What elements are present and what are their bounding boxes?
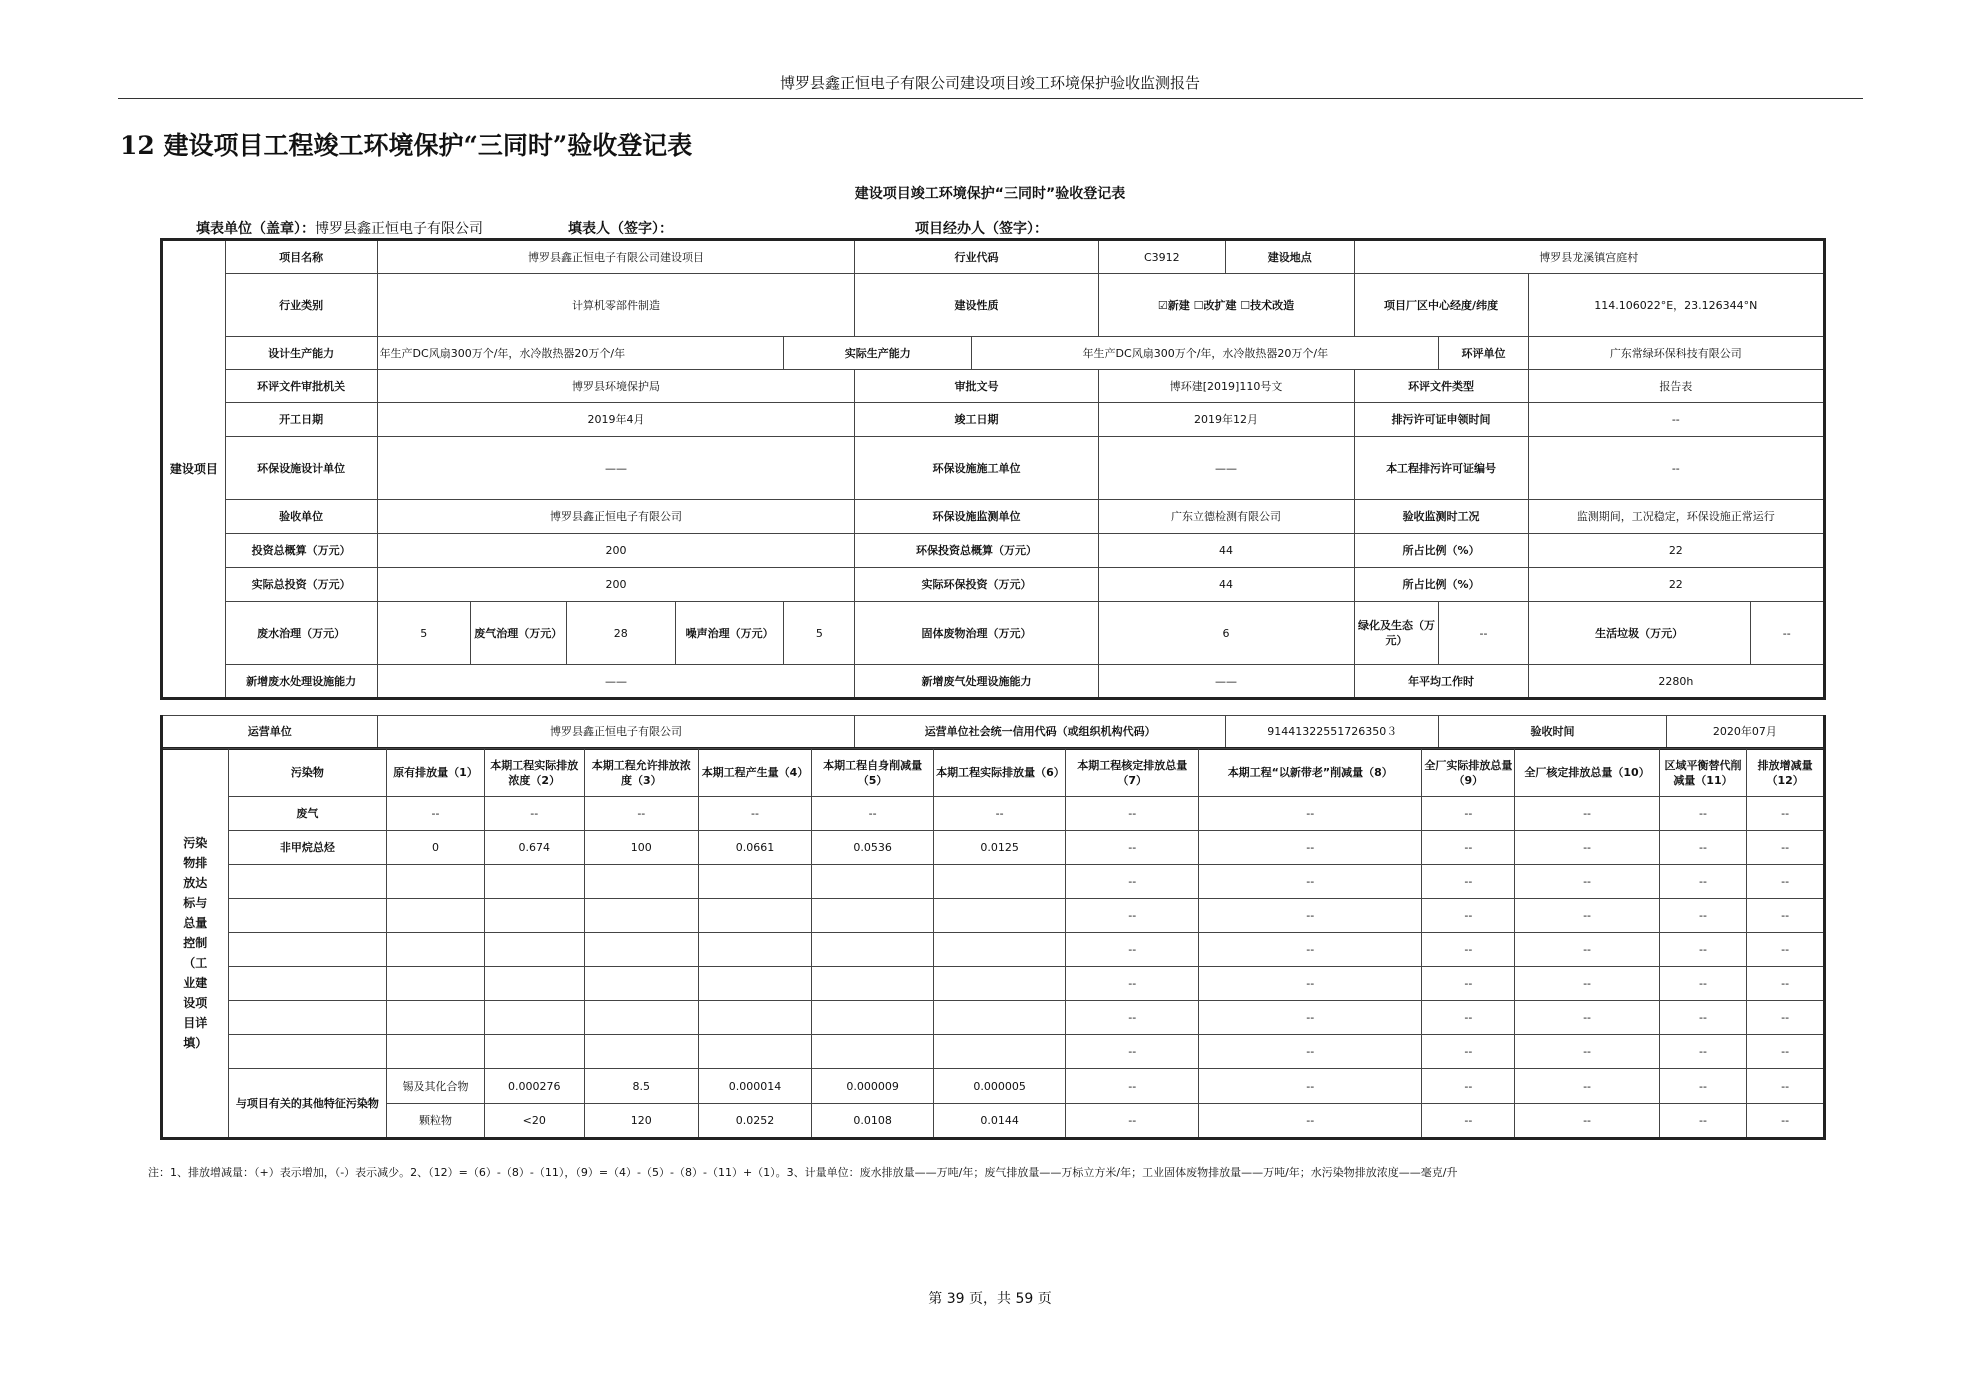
garbage-label: 生活垃圾（万元） [1528, 602, 1750, 665]
approval-no-label: 审批文号 [855, 370, 1098, 403]
pollutant-cell: -- [1199, 1001, 1422, 1035]
start-date-label: 开工日期 [225, 403, 377, 437]
approval-no-value: 博环建[2019]110号文 [1098, 370, 1354, 403]
ratio-value: 22 [1528, 534, 1824, 568]
other-pollutant-cell: -- [1747, 1069, 1825, 1104]
pollutant-row [162, 797, 1825, 831]
pollutant-header-row [162, 749, 1825, 797]
pollutant-cell: 0.0661 [698, 831, 811, 865]
row-actual-investment [162, 568, 1825, 602]
pollutant-name [228, 933, 387, 967]
other-pollutant-label: 与项目有关的其他特征污染物 [228, 1069, 387, 1139]
table-title: 建设项目竣工环境保护“三同时”验收登记表 [854, 186, 1126, 202]
pollutant-cell: -- [484, 797, 584, 831]
pollutant-cell: -- [1066, 797, 1199, 831]
location-label: 建设地点 [1226, 240, 1354, 274]
center-value: 114.106022°E，23.126344°N [1528, 274, 1824, 337]
pollutant-name [228, 1001, 387, 1035]
ratio2-label: 所占比例（%） [1354, 568, 1528, 602]
page-number: 第 39 页，共 59 页 [928, 1291, 1052, 1307]
ratio-label: 所占比例（%） [1354, 534, 1528, 568]
other-pollutant-cell: 0.0108 [812, 1104, 934, 1139]
acceptance-unit-label: 验收单位 [225, 500, 377, 534]
fill-unit-label: 填表单位（盖章）： [196, 221, 315, 237]
other-pollutant-cell: -- [1515, 1069, 1659, 1104]
pollutant-cell [484, 1035, 584, 1069]
operator-label: 运营单位 [162, 716, 378, 749]
pollutant-row [162, 1035, 1825, 1069]
eia-type-value: 报告表 [1528, 370, 1824, 403]
total-budget-value: 200 [377, 534, 855, 568]
pollutant-name: 非甲烷总烃 [228, 831, 387, 865]
row-project-name [162, 240, 1825, 274]
pollutant-cell [584, 865, 698, 899]
pollutant-cell [812, 899, 934, 933]
pollutant-header-11: 区域平衡替代削减量（11） [1659, 749, 1747, 797]
pollutant-cell: -- [1066, 933, 1199, 967]
other-pollutant-cell: -- [1422, 1069, 1515, 1104]
industry-code-value: C3912 [1098, 240, 1225, 274]
pollutant-row [162, 831, 1825, 865]
noise-treatment-value: 5 [784, 602, 855, 665]
finish-date-value: 2019年12月 [1098, 403, 1354, 437]
pollutant-cell: -- [1747, 1035, 1825, 1069]
pollutant-cell: -- [1515, 831, 1659, 865]
new-water-label: 新增废水处理设施能力 [225, 665, 377, 699]
pollutant-header-4: 本期工程产生量（4） [698, 749, 811, 797]
other-pollutant-cell: -- [1659, 1069, 1747, 1104]
pollutant-cell: -- [934, 797, 1066, 831]
row-acceptance [162, 500, 1825, 534]
pollutant-cell [934, 967, 1066, 1001]
other-pollutant-name: 颗粒物 [387, 1104, 485, 1139]
pollutant-cell [484, 899, 584, 933]
pollutant-cell: -- [1747, 967, 1825, 1001]
pollutant-cell [934, 1001, 1066, 1035]
pollutant-cell: -- [1422, 865, 1515, 899]
other-pollutant-cell: -- [1199, 1104, 1422, 1139]
design-unit-value: —— [377, 437, 855, 500]
other-pollutant-cell: 0.000014 [698, 1069, 811, 1104]
pollutant-cell [484, 967, 584, 1001]
pollutant-cell [387, 1001, 485, 1035]
pollutant-header-3: 本期工程允许排放浓度（3） [584, 749, 698, 797]
actual-total-label: 实际总投资（万元） [225, 568, 377, 602]
pollutant-cell [698, 1001, 811, 1035]
pollutant-header-7: 本期工程核定排放总量（7） [1066, 749, 1199, 797]
pollutant-cell [387, 933, 485, 967]
pollutant-cell [484, 933, 584, 967]
pollutant-cell: 0 [387, 831, 485, 865]
pollutant-cell [698, 899, 811, 933]
pollutant-cell: -- [1659, 967, 1747, 1001]
section-title: 12 建设项目工程竣工环境保护“三同时”验收登记表 [120, 131, 693, 160]
pollutant-cell: -- [1066, 899, 1199, 933]
hours-value: 2280h [1528, 665, 1824, 699]
pollutant-row [162, 933, 1825, 967]
monitor-condition-value: 监测期间，工况稳定，环保设施正常运行 [1528, 500, 1824, 534]
pollutant-row [162, 865, 1825, 899]
pollutant-cell: -- [1515, 865, 1659, 899]
page-header: 博罗县鑫正恒电子有限公司建设项目竣工环境保护验收监测报告 [779, 74, 1200, 92]
pollutant-cell: -- [1066, 1001, 1199, 1035]
pollutant-cell [387, 865, 485, 899]
operator-value: 博罗县鑫正恒电子有限公司 [377, 716, 855, 749]
start-date-value: 2019年4月 [377, 403, 855, 437]
pollutant-table [160, 748, 1826, 1140]
design-unit-label: 环保设施设计单位 [225, 437, 377, 500]
new-water-value: —— [377, 665, 855, 699]
pollutant-header-8: 本期工程“以新带老”削减量（8） [1199, 749, 1422, 797]
row-industry-type [162, 274, 1825, 337]
pollutant-cell: -- [1747, 899, 1825, 933]
pollutant-cell: 0.0536 [812, 831, 934, 865]
pollutant-cell: -- [1422, 933, 1515, 967]
other-pollutant-cell: 0.000276 [484, 1069, 584, 1104]
operator-pollutant-table [160, 715, 1826, 750]
pollutant-header-0: 污染物 [228, 749, 387, 797]
total-budget-label: 投资总概算（万元） [225, 534, 377, 568]
pollutant-cell: -- [1066, 967, 1199, 1001]
monitor-unit-label: 环保设施监测单位 [855, 500, 1098, 534]
pollutant-cell: -- [1515, 797, 1659, 831]
pollutant-cell: -- [1515, 933, 1659, 967]
pollutant-name [228, 1035, 387, 1069]
pollutant-cell: -- [1199, 797, 1422, 831]
credit-code-label: 运营单位社会统一信用代码（或组织机构代码） [855, 716, 1226, 749]
pollutant-cell [387, 967, 485, 1001]
eia-unit-label: 环评单位 [1439, 337, 1528, 370]
pollutant-cell: -- [1199, 865, 1422, 899]
solid-waste-label: 固体废物治理（万元） [855, 602, 1098, 665]
pollutant-cell: -- [1199, 831, 1422, 865]
pollutant-cell [387, 899, 485, 933]
nature-label: 建设性质 [855, 274, 1098, 337]
pollutant-cell: -- [1747, 865, 1825, 899]
row-dates [162, 403, 1825, 437]
other-pollutant-cell: -- [1747, 1104, 1825, 1139]
project-name-value: 博罗县鑫正恒电子有限公司建设项目 [377, 240, 855, 274]
pollutant-row [162, 899, 1825, 933]
center-label: 项目厂区中心经度/纬度 [1354, 274, 1528, 337]
manager-signature [915, 218, 1048, 238]
project-name-label: 项目名称 [225, 240, 377, 274]
pollutant-name [228, 899, 387, 933]
pollutant-cell: -- [1422, 1001, 1515, 1035]
other-pollutant-cell: 120 [584, 1104, 698, 1139]
pollutant-header-1: 原有排放量（1） [387, 749, 485, 797]
water-treatment-label: 废水治理（万元） [225, 602, 377, 665]
new-gas-label: 新增废气处理设施能力 [855, 665, 1098, 699]
pollutant-header-12: 排放增减量（12） [1747, 749, 1825, 797]
manager-label: 项目经办人（签字）： [915, 221, 1048, 237]
pollutant-cell: -- [1066, 1035, 1199, 1069]
pollutant-cell: -- [1659, 865, 1747, 899]
filler-label: 填表人（签字）： [568, 221, 673, 237]
monitor-condition-label: 验收监测时工况 [1354, 500, 1528, 534]
row-capacity [162, 337, 1825, 370]
pollutant-cell [934, 899, 1066, 933]
pollutant-cell: -- [1515, 967, 1659, 1001]
other-pollutant-cell: -- [1066, 1069, 1199, 1104]
other-pollutant-row [162, 1104, 1825, 1139]
design-capacity-value: 年生产DC风扇300万个/年，水冷散热器20万个/年 [377, 337, 784, 370]
noise-treatment-label: 噪声治理（万元） [675, 602, 783, 665]
gas-treatment-value: 28 [566, 602, 675, 665]
other-pollutant-cell: 0.000009 [812, 1069, 934, 1104]
pollutant-cell: -- [1747, 1001, 1825, 1035]
row-operator [162, 716, 1825, 749]
eia-type-label: 环评文件类型 [1354, 370, 1528, 403]
pollutant-cell [698, 865, 811, 899]
pollutant-side-label: 污染物排放达标与总量控制（工业建设项目详填） [162, 749, 229, 1139]
pollutant-cell [698, 933, 811, 967]
pollutant-cell [934, 933, 1066, 967]
row-design-unit [162, 437, 1825, 500]
pollutant-cell [387, 1035, 485, 1069]
other-pollutant-cell: 0.0144 [934, 1104, 1066, 1139]
actual-total-value: 200 [377, 568, 855, 602]
other-pollutant-cell: -- [1659, 1104, 1747, 1139]
water-treatment-value: 5 [377, 602, 470, 665]
pollutant-cell [698, 1035, 811, 1069]
actual-env-value: 44 [1098, 568, 1354, 602]
row-new-capacity [162, 665, 1825, 699]
pollutant-cell: -- [1422, 831, 1515, 865]
construction-side-label: 建设项目 [162, 240, 226, 699]
pollutant-cell: -- [387, 797, 485, 831]
fill-unit [196, 218, 483, 238]
actual-capacity-label: 实际生产能力 [784, 337, 972, 370]
acceptance-unit-value: 博罗县鑫正恒电子有限公司 [377, 500, 855, 534]
pollutant-cell [584, 1001, 698, 1035]
greening-value: -- [1439, 602, 1528, 665]
eia-unit-value: 广东常绿环保科技有限公司 [1528, 337, 1824, 370]
pollutant-cell [934, 865, 1066, 899]
pollutant-cell: -- [698, 797, 811, 831]
other-pollutant-cell: <20 [484, 1104, 584, 1139]
pollutant-header-6: 本期工程实际排放量（6） [934, 749, 1066, 797]
other-pollutant-cell: 8.5 [584, 1069, 698, 1104]
new-gas-value: —— [1098, 665, 1354, 699]
pollutant-cell: -- [1659, 797, 1747, 831]
pollutant-cell [584, 899, 698, 933]
pollutant-header-9: 全厂实际排放总量（9） [1422, 749, 1515, 797]
garbage-value: -- [1750, 602, 1824, 665]
build-unit-value: —— [1098, 437, 1354, 500]
pollutant-header-2: 本期工程实际排放浓度（2） [484, 749, 584, 797]
pollutant-cell: -- [1659, 1035, 1747, 1069]
pollutant-cell: -- [1659, 933, 1747, 967]
permit-time-label: 排污许可证申领时间 [1354, 403, 1528, 437]
pollutant-cell: -- [1659, 1001, 1747, 1035]
pollutant-name [228, 865, 387, 899]
pollutant-cell: -- [1422, 1035, 1515, 1069]
pollutant-cell [812, 1001, 934, 1035]
pollutant-row [162, 1001, 1825, 1035]
pollutant-cell [812, 865, 934, 899]
gas-treatment-label: 废气治理（万元） [471, 602, 567, 665]
actual-capacity-value: 年生产DC风扇300万个/年，水冷散热器20万个/年 [972, 337, 1439, 370]
greening-label: 绿化及生态（万元） [1354, 602, 1439, 665]
pollutant-cell: -- [1659, 899, 1747, 933]
other-pollutant-cell: -- [1422, 1104, 1515, 1139]
permit-no-label: 本工程排污许可证编号 [1354, 437, 1528, 500]
pollutant-cell [584, 933, 698, 967]
nature-value: ☑新建 ☐改扩建 ☐技术改造 [1098, 274, 1354, 337]
pollutant-cell: -- [1515, 1001, 1659, 1035]
header-divider [118, 98, 1863, 99]
acceptance-time-label: 验收时间 [1439, 716, 1666, 749]
solid-waste-value: 6 [1098, 602, 1354, 665]
ratio2-value: 22 [1528, 568, 1824, 602]
pollutant-cell [812, 933, 934, 967]
industry-type-value: 计算机零部件制造 [377, 274, 855, 337]
pollutant-name: 废气 [228, 797, 387, 831]
pollutant-header-5: 本期工程自身削减量（5） [812, 749, 934, 797]
pollutant-cell [812, 1035, 934, 1069]
env-budget-value: 44 [1098, 534, 1354, 568]
pollutant-cell: -- [1747, 933, 1825, 967]
pollutant-cell: -- [1659, 831, 1747, 865]
pollutant-cell [698, 967, 811, 1001]
monitor-unit-value: 广东立德检测有限公司 [1098, 500, 1354, 534]
pollutant-row [162, 967, 1825, 1001]
row-budget [162, 534, 1825, 568]
approval-org-value: 博罗县环境保护局 [377, 370, 855, 403]
pollutant-header-10: 全厂核定排放总量（10） [1515, 749, 1659, 797]
pollutant-cell [484, 865, 584, 899]
build-unit-label: 环保设施施工单位 [855, 437, 1098, 500]
finish-date-label: 竣工日期 [855, 403, 1098, 437]
pollutant-cell: -- [1066, 831, 1199, 865]
other-pollutant-cell: -- [1066, 1104, 1199, 1139]
other-pollutant-row [162, 1069, 1825, 1104]
industry-code-label: 行业代码 [855, 240, 1098, 274]
pollutant-cell: -- [1747, 831, 1825, 865]
row-treatment-costs [162, 602, 1825, 665]
acceptance-time-value: 2020年07月 [1666, 716, 1824, 749]
pollutant-cell: -- [1199, 899, 1422, 933]
pollutant-cell: -- [1199, 1035, 1422, 1069]
pollutant-cell: 0.0125 [934, 831, 1066, 865]
pollutant-cell: -- [1199, 967, 1422, 1001]
pollutant-cell: -- [1422, 967, 1515, 1001]
pollutant-cell [584, 967, 698, 1001]
credit-code-value: 91441322551726350３ [1226, 716, 1439, 749]
permit-time-value: -- [1528, 403, 1824, 437]
pollutant-cell [484, 1001, 584, 1035]
fill-unit-value: 博罗县鑫正恒电子有限公司 [315, 221, 483, 237]
industry-type-label: 行业类别 [225, 274, 377, 337]
pollutant-cell [812, 967, 934, 1001]
other-pollutant-cell: 0.0252 [698, 1104, 811, 1139]
permit-no-value: -- [1528, 437, 1824, 500]
pollutant-name [228, 967, 387, 1001]
registration-table [160, 238, 1826, 700]
pollutant-cell: -- [1747, 797, 1825, 831]
pollutant-cell: -- [812, 797, 934, 831]
other-pollutant-cell: -- [1515, 1104, 1659, 1139]
pollutant-cell: 0.674 [484, 831, 584, 865]
approval-org-label: 环评文件审批机关 [225, 370, 377, 403]
pollutant-cell [934, 1035, 1066, 1069]
pollutant-cell: -- [1515, 899, 1659, 933]
other-pollutant-name: 锡及其化合物 [387, 1069, 485, 1104]
pollutant-cell: -- [584, 797, 698, 831]
pollutant-cell: -- [1422, 899, 1515, 933]
pollutant-cell: -- [1199, 933, 1422, 967]
location-value: 博罗县龙溪镇宫庭村 [1354, 240, 1825, 274]
footnote: 注：1、排放增减量：（+）表示增加，（-）表示减少。2、（12）=（6）-（8）-（11），（9）=（4）-（5）-（8）-（11）+（1）。3、计量单位：废水排放量——万吨/年；废气排放量——万标立方米/年；工业固体废物排放量——万吨/年；水污染物排放浓度——毫克/升 [148, 1166, 1458, 1179]
pollutant-cell: -- [1066, 865, 1199, 899]
pollutant-cell: 100 [584, 831, 698, 865]
other-pollutant-cell: 0.000005 [934, 1069, 1066, 1104]
other-pollutant-cell: -- [1199, 1069, 1422, 1104]
design-capacity-label: 设计生产能力 [225, 337, 377, 370]
actual-env-label: 实际环保投资（万元） [855, 568, 1098, 602]
pollutant-cell [584, 1035, 698, 1069]
pollutant-cell: -- [1515, 1035, 1659, 1069]
pollutant-cell: -- [1422, 797, 1515, 831]
row-approval [162, 370, 1825, 403]
hours-label: 年平均工作时 [1354, 665, 1528, 699]
env-budget-label: 环保投资总概算（万元） [855, 534, 1098, 568]
filler-signature [568, 218, 673, 238]
